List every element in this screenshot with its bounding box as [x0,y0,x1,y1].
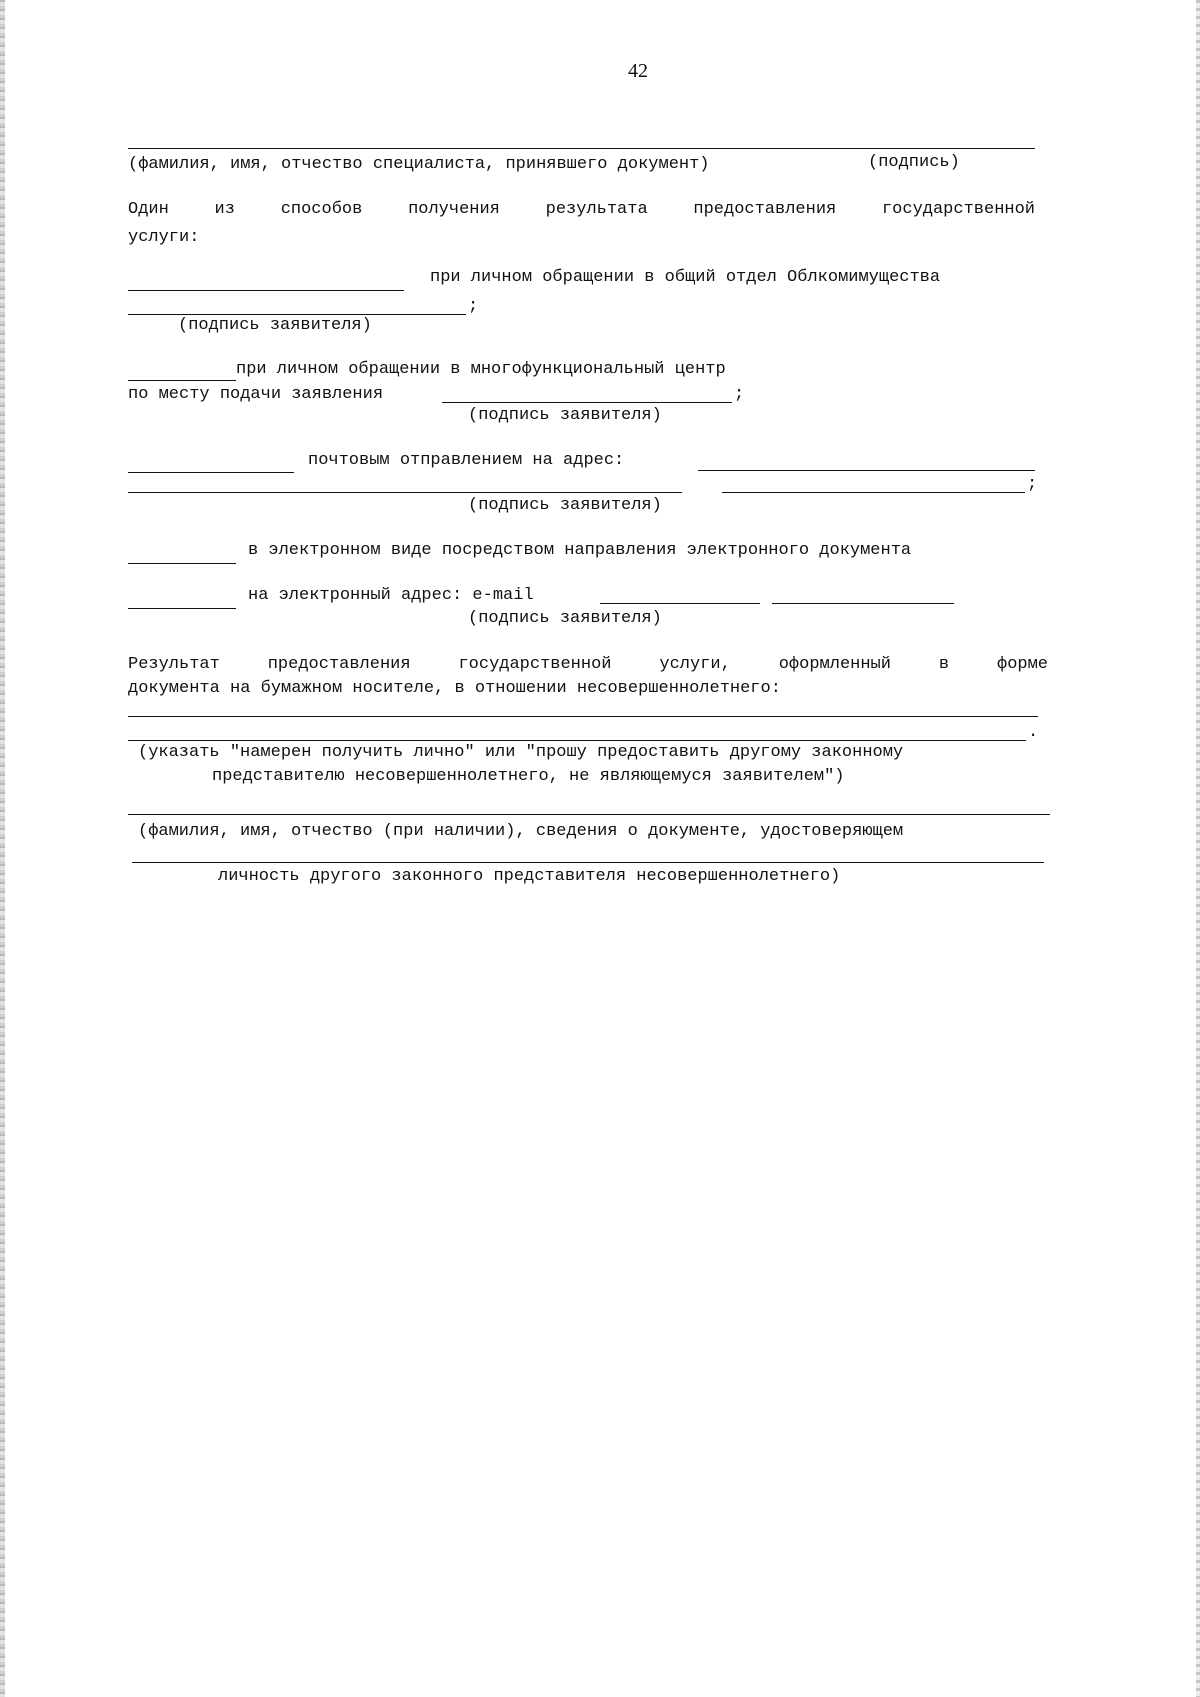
mfc-signature-line[interactable] [442,402,732,403]
result-answer-line1[interactable] [128,716,1038,717]
email-option-text: на электронный адрес: e-mail [248,586,534,605]
electronic-check-line[interactable] [128,563,236,564]
result-line1: Результат предоставления государственной услуги, оформленный в форме [128,655,1048,674]
methods-intro-line2: услуги: [128,228,200,247]
email-address-line[interactable] [600,603,760,604]
mfc-semicolon: ; [734,385,745,404]
result-answer-line2[interactable] [128,740,1026,741]
representative-caption-line2: личность другого законного представителя несовершеннолетнего) [218,867,841,886]
specialist-sign-caption: (подпись) [868,153,960,172]
specialist-name-line[interactable] [128,148,1035,149]
result-hint-line2: представителю несовершеннолетнего, не являющемуся заявителем") [212,767,845,786]
mfc-signature-caption: (подпись заявителя) [468,406,662,425]
scan-edge-right [1196,0,1200,1697]
specialist-name-caption: (фамилия, имя, отчество специалиста, принявшего документ) [128,155,710,174]
representative-caption-line1: (фамилия, имя, отчество (при наличии), сведения о документе, удостоверяющем [138,822,904,841]
email-signature-caption: (подпись заявителя) [468,609,662,628]
email-signature-line[interactable] [772,603,954,604]
mfc-check-line[interactable] [128,380,236,381]
mfc-option-text: при личном обращении в многофункциональный центр [236,360,726,379]
oblkom-option-text: при личном обращении в общий отдел Облкомимущества [430,268,941,287]
post-option-text: почтовым отправлением на адрес: [308,451,625,470]
representative-line1[interactable] [128,814,1050,815]
result-line2: документа на бумажном носителе, в отношении несовершеннолетнего: [128,679,781,698]
email-check-line[interactable] [128,608,236,609]
oblkom-semicolon: ; [468,297,479,316]
scan-edge-left [0,0,5,1697]
electronic-option-text: в электронном виде посредством направления электронного документа [248,541,912,560]
oblkom-check-line[interactable] [128,290,404,291]
oblkom-signature-line[interactable] [128,314,466,315]
post-signature-caption: (подпись заявителя) [468,496,662,515]
oblkom-signature-caption: (подпись заявителя) [178,316,372,335]
mfc-option-line2: по месту подачи заявления [128,385,384,404]
post-address-line2[interactable] [128,492,682,493]
representative-line2[interactable] [132,862,1044,863]
result-period: . [1028,723,1039,742]
page-number: 42 [628,60,648,82]
result-hint-line1: (указать "намерен получить лично" или "прошу предоставить другому законному [138,743,904,762]
post-semicolon: ; [1027,475,1038,494]
post-check-line[interactable] [128,472,294,473]
post-address-line1[interactable] [698,470,1035,471]
methods-intro-line1: Один из способов получения результата предоставления государственной [128,200,1035,219]
post-address-line3[interactable] [722,492,1025,493]
